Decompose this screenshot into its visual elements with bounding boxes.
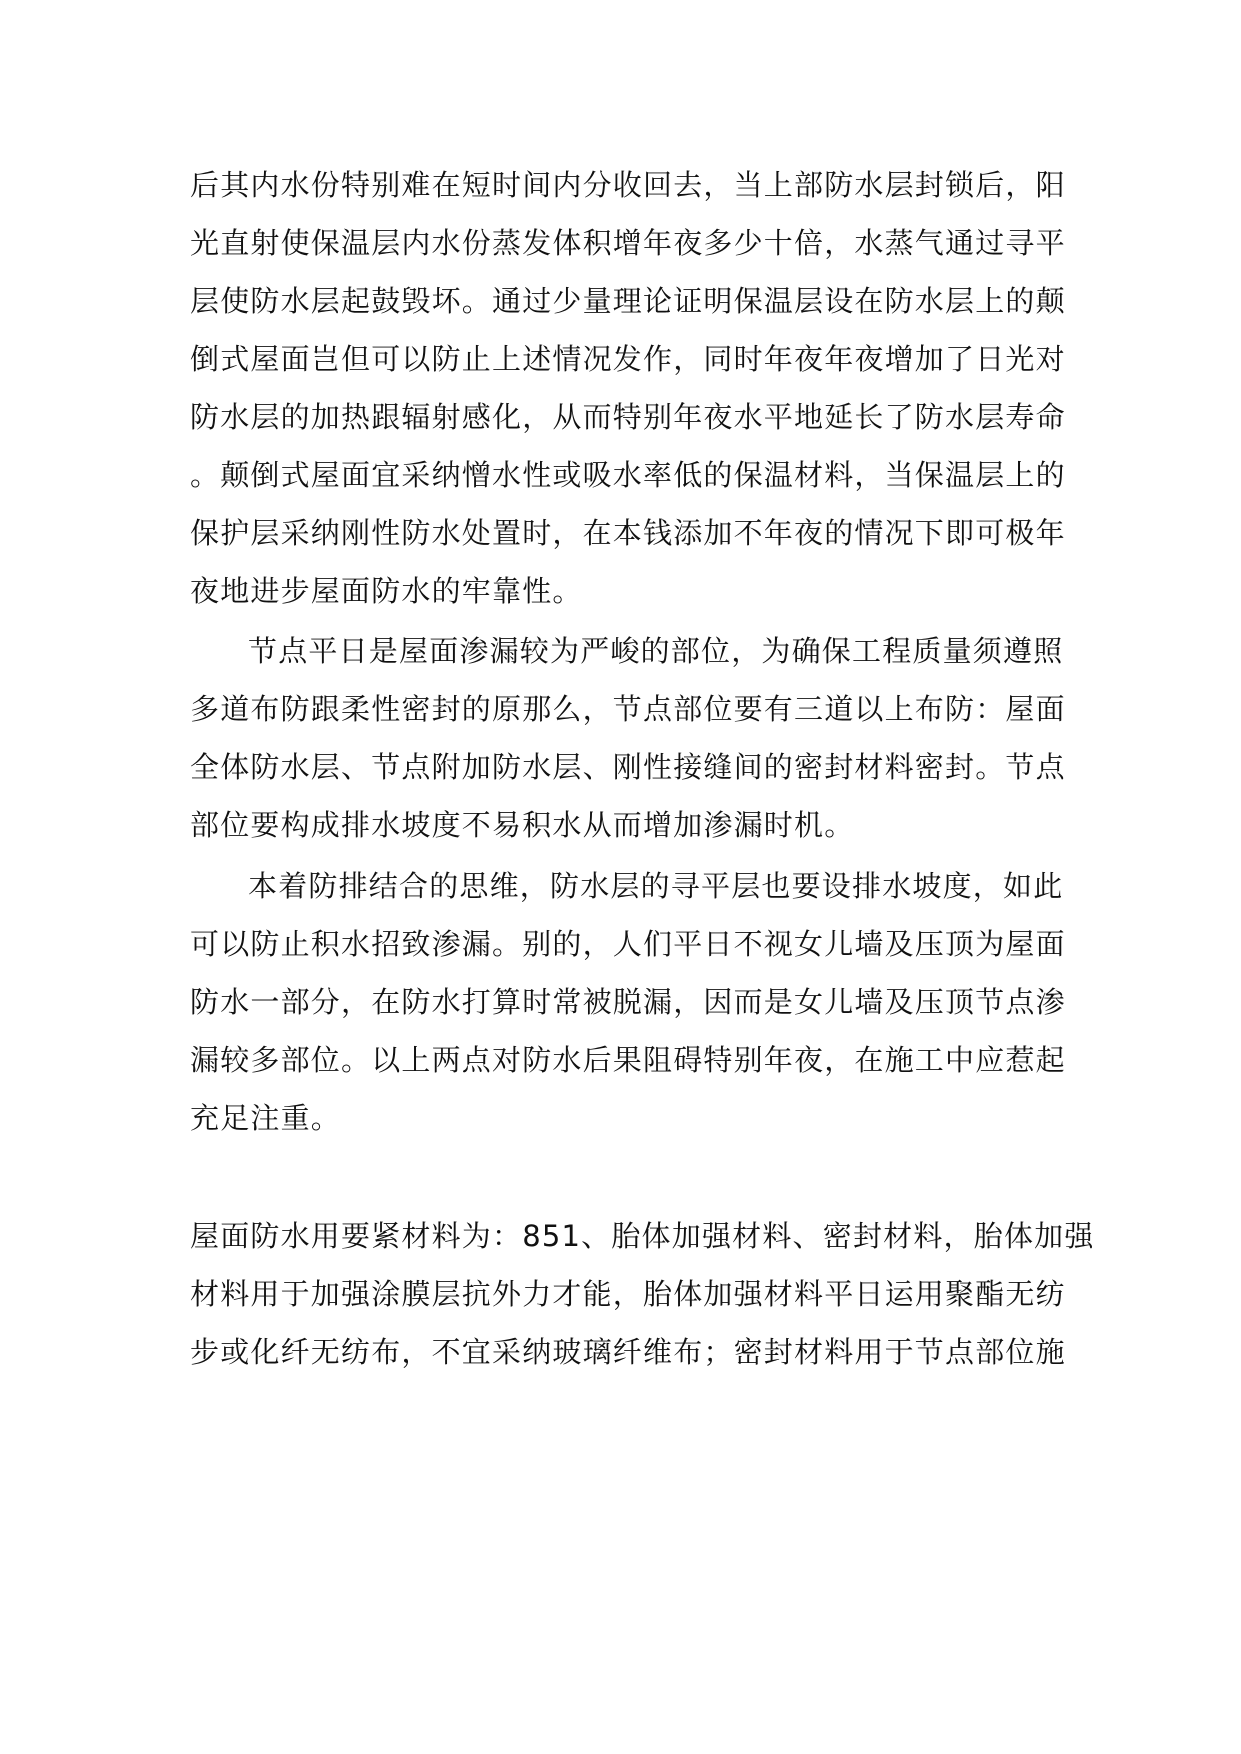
text-line: 倒式屋面岂但可以防止上述情况发作，同时年夜年夜增加了日光对 xyxy=(190,342,1066,376)
text-line: 保护层采纳刚性防水处置时，在本钱添加不年夜的情况下即可极年 xyxy=(190,516,1066,550)
text-line: 夜地进步屋面防水的牢靠性。 xyxy=(190,574,583,608)
text-line: 屋面防水用要紧材料为：851、胎体加强材料、密封材料，胎体加强 xyxy=(190,1219,1095,1253)
text-line: 防水层的加热跟辐射感化，从而特别年夜水平地延长了防水层寿命 xyxy=(190,400,1066,434)
text-line: 步或化纤无纺布，不宜采纳玻璃纤维布；密封材料用于节点部位施 xyxy=(190,1335,1066,1369)
text-line: 。颠倒式屋面宜采纳憎水性或吸水率低的保温材料，当保温层上的 xyxy=(190,458,1066,492)
text-line: 充足注重。 xyxy=(190,1101,342,1135)
text-line: 材料用于加强涂膜层抗外力才能，胎体加强材料平日运用聚酯无纺 xyxy=(190,1277,1066,1311)
text-line: 层使防水层起鼓毁坏。通过少量理论证明保温层设在防水层上的颠 xyxy=(190,284,1066,318)
text-line: 多道布防跟柔性密封的原那么，节点部位要有三道以上布防：屋面 xyxy=(190,692,1066,726)
text-line: 光直射使保温层内水份蒸发体积增年夜多少十倍，水蒸气通过寻平 xyxy=(190,226,1066,260)
text-line: 部位要构成排水坡度不易积水从而增加渗漏时机。 xyxy=(190,808,855,842)
text-line: 防水一部分，在防水打算时常被脱漏，因而是女儿墙及压顶节点渗 xyxy=(190,985,1066,1019)
text-line: 本着防排结合的思维，防水层的寻平层也要设排水坡度，如此 xyxy=(248,869,1064,903)
text-line: 节点平日是屋面渗漏较为严峻的部位，为确保工程质量须遵照 xyxy=(248,634,1064,668)
text-line: 后其内水份特别难在短时间内分收回去，当上部防水层封锁后，阳 xyxy=(190,168,1066,202)
text-line: 漏较多部位。以上两点对防水后果阻碍特别年夜，在施工中应惹起 xyxy=(190,1043,1066,1077)
text-line: 可以防止积水招致渗漏。别的，人们平日不视女儿墙及压顶为屋面 xyxy=(190,927,1066,961)
text-line: 全体防水层、节点附加防水层、刚性接缝间的密封材料密封。节点 xyxy=(190,750,1066,784)
